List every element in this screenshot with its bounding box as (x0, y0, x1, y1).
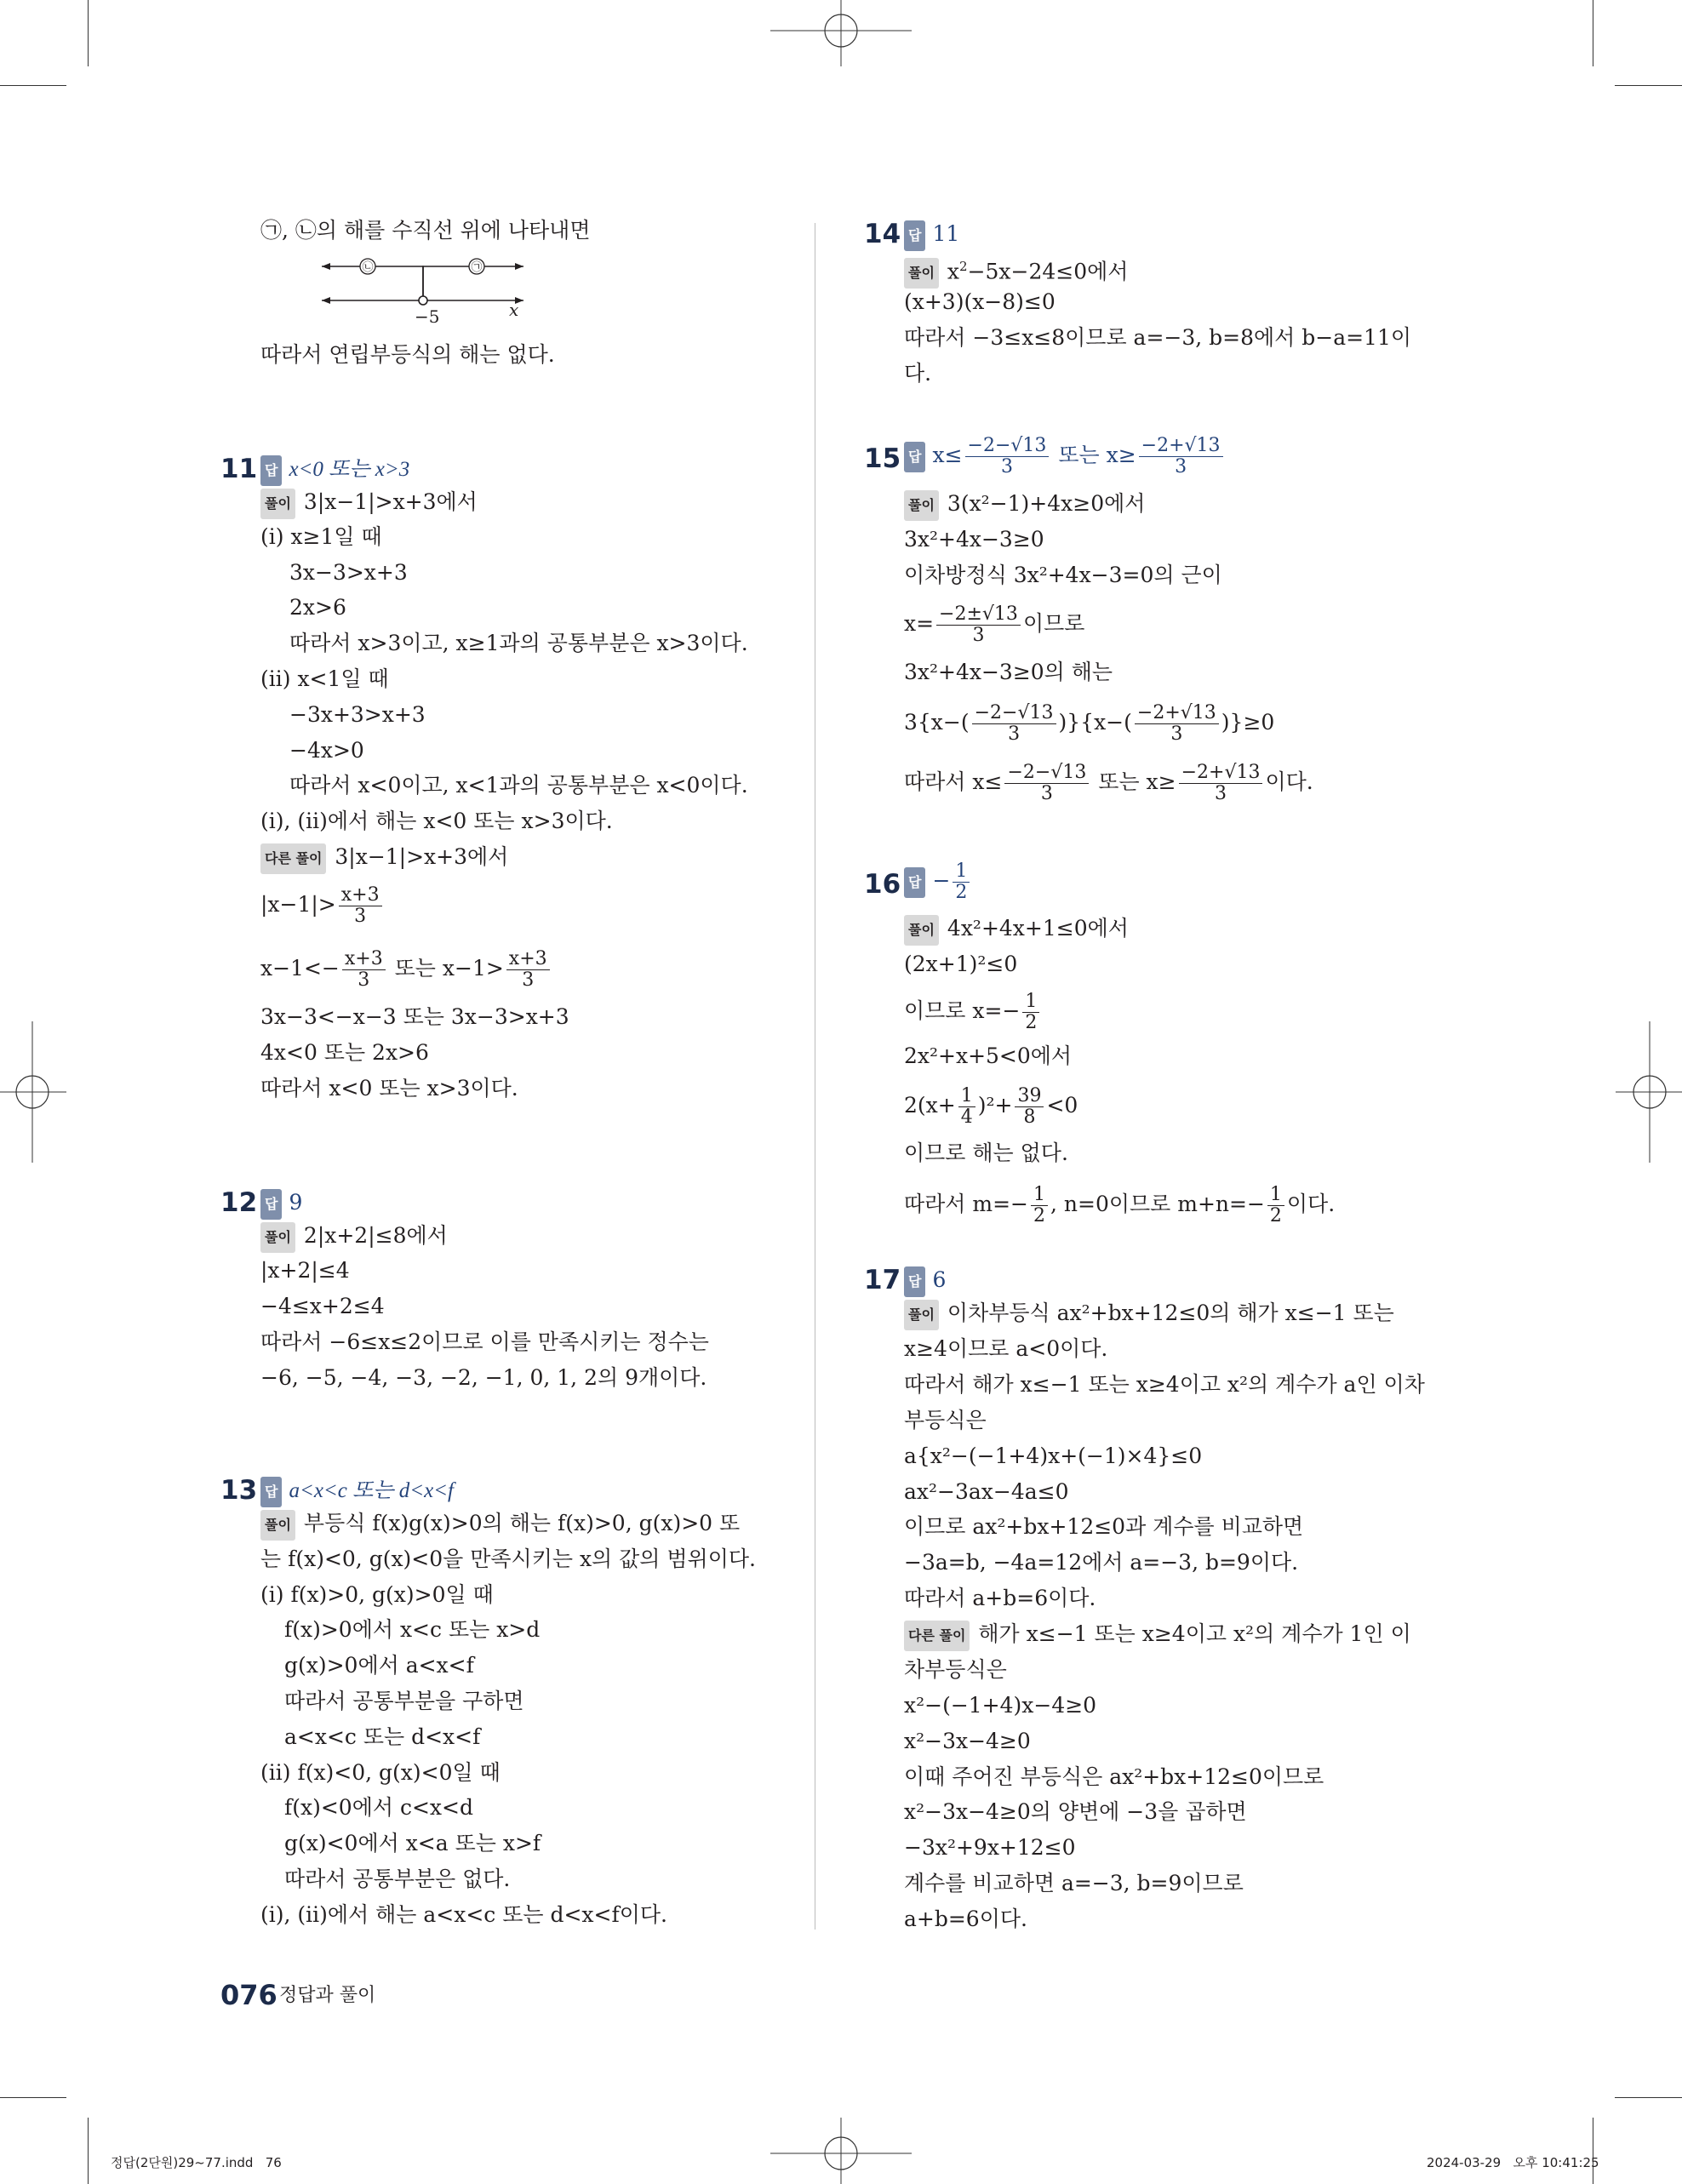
solution-line: a<x<c 또는 d<x<f (284, 1724, 481, 1749)
problem-13-number: 13 (220, 1475, 258, 1506)
fraction (1015, 1086, 1044, 1128)
fraction-denominator: 3 (358, 969, 370, 991)
alt-solution-row (260, 843, 508, 874)
solution-text: −5x−24≤0에서 (967, 259, 1129, 284)
solution-line: 2x²+x+5<0에서 (904, 1043, 1073, 1068)
solution-line: (ⅰ) f(x)>0, g(x)>0일 때 (260, 1582, 494, 1607)
problem-11-number: 11 (220, 454, 258, 484)
solution-text: 이다. (1286, 1192, 1336, 1216)
alt-line (260, 885, 385, 927)
fraction-denominator: 3 (1000, 456, 1013, 477)
solution-text: )}{x−( (1058, 710, 1132, 735)
answer: x<0 또는 x>3 (289, 458, 410, 481)
solution-line: 4x²+4x+1≤0에서 (947, 916, 1129, 940)
solution-badge: 풀이 (904, 915, 939, 946)
solution-line: 따라서 공통부분을 구하면 (284, 1689, 524, 1713)
fraction-denominator: 2 (1025, 1012, 1038, 1033)
fraction (1022, 992, 1039, 1033)
problem-13-answer-row (260, 1476, 454, 1507)
alt-text: x−1<− (260, 956, 340, 981)
solution-line: ax²−3ax−4a≤0 (904, 1479, 1069, 1504)
solution-text: 이므로 (1022, 611, 1085, 636)
fraction-numerator: −2−√13 (972, 703, 1056, 724)
solution-line: (ⅱ) f(x)<0, g(x)<0일 때 (260, 1760, 501, 1785)
crop-mark (1615, 85, 1682, 86)
solution-line: −3a=b, −4a=12에서 a=−3, b=9이다. (904, 1550, 1299, 1575)
solution-line: x≥4이므로 a<0이다. (904, 1336, 1108, 1361)
crop-mark (88, 2118, 89, 2184)
fraction-denominator: 2 (1269, 1205, 1282, 1226)
fraction-denominator: 4 (960, 1106, 973, 1128)
registration-mark-bottom (770, 2118, 912, 2184)
solution-line: (ⅱ) x<1일 때 (260, 666, 389, 691)
alt-line: x²−3x−4≥0 (904, 1729, 1031, 1753)
solution-badge: 풀이 (260, 1222, 295, 1253)
solution-line: 3(x²−1)+4x≥0에서 (947, 491, 1146, 516)
solution-badge: 풀이 (904, 1300, 939, 1330)
crop-mark (1615, 2097, 1682, 2098)
solution-line: |x+2|≤4 (260, 1258, 350, 1283)
solution-line: (ⅰ) x≥1일 때 (260, 524, 382, 549)
solution-line: −4x>0 (289, 738, 364, 763)
problem-17-number: 17 (864, 1265, 901, 1295)
alt-line: x²−(−1+4)x−4≥0 (904, 1693, 1097, 1718)
solution-line: 이므로 해는 없다. (904, 1141, 1068, 1165)
alt-solution-badge: 다른 풀이 (260, 843, 326, 874)
solution-line: 2x>6 (289, 595, 346, 620)
alt-line: −3x²+9x+12≤0 (904, 1835, 1076, 1860)
fraction-numerator: x+3 (342, 949, 386, 970)
answer (932, 435, 1225, 477)
solution-text: , n=0이므로 m+n=− (1050, 1192, 1265, 1216)
alt-solution-row (904, 1620, 1411, 1651)
solution-text: x (947, 259, 960, 284)
problem-12-answer-row (260, 1188, 302, 1220)
solution-line: 다. (904, 361, 932, 386)
fraction-numerator: −2±√13 (936, 604, 1021, 626)
solution-line (904, 763, 1313, 804)
fraction-numerator: −2−√13 (965, 436, 1050, 457)
solution-line: 3|x−1|>x+3에서 (303, 489, 478, 514)
solution-text: 2(x+ (904, 1093, 956, 1118)
file-info: 정답(2단원)29~77.indd 76 (111, 2155, 282, 2170)
fraction (1135, 703, 1219, 745)
answer-text: x≤ (932, 443, 963, 467)
problem-16-number: 16 (864, 869, 901, 900)
solution-line: −6, −5, −4, −3, −2, −1, 0, 1, 2의 9개이다. (260, 1365, 707, 1390)
exponent: 2 (959, 259, 968, 274)
alt-line (260, 949, 552, 991)
print-timestamp: 2024-03-29 오후 10:41:25 (1427, 2155, 1599, 2170)
fraction (936, 604, 1021, 646)
solution-text: )}≥0 (1221, 710, 1275, 735)
solution-line: 부등식은 (904, 1408, 987, 1432)
fraction-numerator: −2+√13 (1135, 703, 1219, 724)
solution-line: (2x+1)²≤0 (904, 952, 1018, 976)
fraction-numerator: 39 (1015, 1086, 1044, 1107)
fraction-denominator: 3 (1170, 723, 1183, 745)
fraction-numerator: −2−√13 (1004, 763, 1089, 784)
solution-line: −3x+3>x+3 (289, 702, 426, 727)
registration-mark-right (1614, 1021, 1682, 1163)
fraction (1267, 1185, 1284, 1226)
answer-text: − (932, 868, 951, 893)
solution-badge: 풀이 (904, 258, 939, 289)
fraction-denominator: 8 (1023, 1106, 1036, 1128)
alt-line: 3|x−1|>x+3에서 (335, 844, 509, 869)
fraction-numerator: −2+√13 (1139, 436, 1223, 457)
solution-text: x= (904, 611, 935, 636)
number-line-diagram (315, 251, 536, 328)
problem-16-solution-row (904, 914, 1129, 946)
problem-14-answer-row (904, 220, 959, 251)
solution-text: 따라서 m=− (904, 1192, 1028, 1216)
answer-text: 또는 x≥ (1051, 443, 1136, 467)
answer-badge: 답 (904, 220, 925, 251)
intro-line: ㉠, ㉡의 해를 수직선 위에 나타내면 (260, 218, 591, 243)
solution-line: 따라서 −6≤x≤2이므로 이를 만족시키는 정수는 (260, 1329, 709, 1354)
solution-text: 따라서 x≤ (904, 769, 1003, 794)
intro-conclusion: 따라서 연립부등식의 해는 없다. (260, 342, 555, 367)
solution-line: 따라서 x>3이고, x≥1과의 공통부분은 x>3이다. (289, 631, 748, 655)
answer: a<x<c 또는 d<x<f (289, 1479, 454, 1502)
solution-line: f(x)<0에서 c<x<d (284, 1795, 473, 1820)
solution-text: 또는 x≥ (1091, 769, 1176, 794)
fraction (965, 436, 1050, 477)
solution-text: 3{x−( (904, 710, 970, 735)
solution-line: −4≤x+2≤4 (260, 1294, 385, 1318)
fraction-denominator: 3 (1040, 783, 1053, 804)
diagram-axis: x (509, 300, 519, 320)
fraction-denominator: 3 (354, 906, 367, 927)
solution-line (904, 992, 1042, 1033)
solution-line: 따라서 −3≤x≤8이므로 a=−3, b=8에서 b−a=11이 (904, 325, 1412, 350)
crop-mark (0, 85, 66, 86)
solution-line (904, 604, 1084, 646)
problem-15-answer-row (904, 436, 1226, 477)
diagram-label-left: ㉡ (362, 261, 374, 274)
fraction-numerator: 1 (1022, 992, 1039, 1013)
fraction-numerator: 1 (953, 861, 970, 883)
solution-line: g(x)>0에서 a<x<f (284, 1653, 474, 1678)
solution-line: f(x)>0에서 x<c 또는 x>d (284, 1617, 541, 1642)
answer-badge: 답 (260, 1477, 282, 1507)
answer (932, 860, 972, 903)
problem-12-solution-row (260, 1221, 448, 1253)
alt-line: 3x−3<−x−3 또는 3x−3>x+3 (260, 1004, 569, 1029)
solution-line: 2|x+2|≤8에서 (303, 1223, 448, 1248)
fraction-numerator: 1 (1267, 1185, 1284, 1206)
crop-mark (88, 0, 89, 66)
solution-line: 이므로 ax²+bx+12≤0과 계수를 비교하면 (904, 1514, 1304, 1539)
solution-line (904, 703, 1274, 745)
problem-15-number: 15 (864, 443, 901, 474)
solution-line: 부등식 f(x)g(x)>0의 해는 f(x)>0, g(x)>0 또 (303, 1511, 741, 1535)
fraction-numerator: 1 (1031, 1185, 1048, 1206)
solution-line: 3x²+4x−3≥0의 해는 (904, 660, 1113, 684)
solution-text: <0 (1046, 1093, 1078, 1118)
solution-line: a{x²−(−1+4)x+(−1)×4}≤0 (904, 1444, 1203, 1468)
alt-text: |x−1|> (260, 892, 336, 917)
fraction-denominator: 3 (1008, 723, 1021, 745)
solution-line: (ⅰ), (ⅱ)에서 해는 a<x<c 또는 d<x<f이다. (260, 1902, 667, 1927)
alt-line: 계수를 비교하면 a=−3, b=9이므로 (904, 1871, 1244, 1895)
solution-line: 는 f(x)<0, g(x)<0을 만족시키는 x의 값의 범위이다. (260, 1547, 756, 1571)
fraction (342, 949, 386, 991)
fraction (1139, 436, 1223, 477)
solution-text: 이다. (1265, 769, 1313, 794)
solution-line: 따라서 a+b=6이다. (904, 1586, 1096, 1610)
diagram-label-right: ㉠ (471, 261, 483, 274)
alt-line: x²−3x−4≥0의 양변에 −3을 곱하면 (904, 1799, 1247, 1824)
solution-line (904, 1185, 1335, 1226)
fraction-denominator: 3 (522, 969, 535, 991)
crop-mark (0, 2097, 66, 2098)
answer-badge: 답 (260, 455, 282, 486)
alt-line: 4x<0 또는 2x>6 (260, 1040, 429, 1065)
fraction (506, 949, 550, 991)
solution-line: 따라서 공통부분은 없다. (284, 1867, 511, 1891)
fraction-numerator: 1 (958, 1086, 975, 1107)
answer-badge: 답 (904, 867, 925, 898)
problem-13-solution-row (260, 1509, 740, 1541)
fraction-denominator: 3 (1175, 456, 1187, 477)
alt-line: 따라서 x<0 또는 x>3이다. (260, 1076, 518, 1101)
solution-line: 따라서 x<0이고, x<1과의 공통부분은 x<0이다. (289, 773, 748, 798)
alt-line: a+b=6이다. (904, 1907, 1027, 1931)
solution-line: g(x)<0에서 x<a 또는 x>f (284, 1831, 541, 1855)
solution-line (904, 1086, 1078, 1128)
answer-badge: 답 (904, 442, 925, 472)
fraction-denominator: 2 (955, 882, 968, 903)
page-number: 076 (220, 1979, 277, 2011)
fraction-denominator: 3 (1215, 783, 1227, 804)
fraction (953, 861, 970, 903)
problem-11-answer-row (260, 455, 409, 486)
problem-12-number: 12 (220, 1187, 258, 1218)
problem-17-solution-row (904, 1299, 1394, 1330)
solution-badge: 풀이 (260, 1510, 295, 1541)
fraction-numerator: x+3 (506, 949, 550, 970)
fraction-numerator: −2+√13 (1179, 763, 1263, 784)
fraction-numerator: x+3 (339, 885, 382, 906)
alt-line: 해가 x≤−1 또는 x≥4이고 x²의 계수가 1인 이 (978, 1621, 1411, 1646)
solution-line: (x+3)(x−8)≤0 (904, 289, 1056, 314)
solution-line: 따라서 해가 x≤−1 또는 x≥4이고 x²의 계수가 a인 이차 (904, 1372, 1425, 1397)
answer: 11 (932, 221, 960, 246)
fraction (972, 703, 1056, 745)
solution-text: 이므로 x=− (904, 998, 1021, 1023)
fraction-denominator: 3 (972, 625, 985, 646)
answer: 9 (289, 1190, 303, 1215)
alt-line: 차부등식은 (904, 1657, 1007, 1682)
solution-line: (ⅰ), (ⅱ)에서 해는 x<0 또는 x>3이다. (260, 809, 613, 833)
problem-15-solution-row (904, 489, 1145, 521)
answer-badge: 답 (260, 1189, 282, 1220)
problem-14-solution-row (904, 252, 1128, 289)
problem-16-answer-row (904, 861, 972, 903)
solution-text: )²+ (977, 1093, 1013, 1118)
fraction (1179, 763, 1263, 804)
alt-solution-badge: 다른 풀이 (904, 1621, 970, 1651)
solution-line: 3x²+4x−3≥0 (904, 527, 1044, 552)
page-label: 정답과 풀이 (279, 1985, 376, 2006)
problem-11-solution-row (260, 488, 478, 519)
solution-badge: 풀이 (260, 489, 295, 519)
answer: 6 (932, 1267, 947, 1292)
registration-mark-top (770, 0, 912, 68)
fraction (1004, 763, 1089, 804)
solution-line: 3x−3>x+3 (289, 560, 408, 585)
alt-line: 이때 주어진 부등식은 ax²+bx+12≤0이므로 (904, 1764, 1324, 1789)
problem-17-answer-row (904, 1266, 946, 1297)
solution-line: 이차부등식 ax²+bx+12≤0의 해가 x≤−1 또는 (947, 1301, 1394, 1325)
fraction-denominator: 2 (1033, 1205, 1045, 1226)
fraction (339, 885, 382, 927)
fraction (1031, 1185, 1048, 1226)
solution-badge: 풀이 (904, 490, 939, 521)
alt-text: 또는 x−1> (387, 956, 504, 981)
problem-14-number: 14 (864, 219, 901, 249)
registration-mark-left (0, 1021, 68, 1163)
diagram-tick: −5 (415, 306, 440, 327)
answer-badge: 답 (904, 1266, 925, 1297)
solution-line: 이차방정식 3x²+4x−3=0의 근이 (904, 563, 1222, 587)
fraction (958, 1086, 975, 1128)
